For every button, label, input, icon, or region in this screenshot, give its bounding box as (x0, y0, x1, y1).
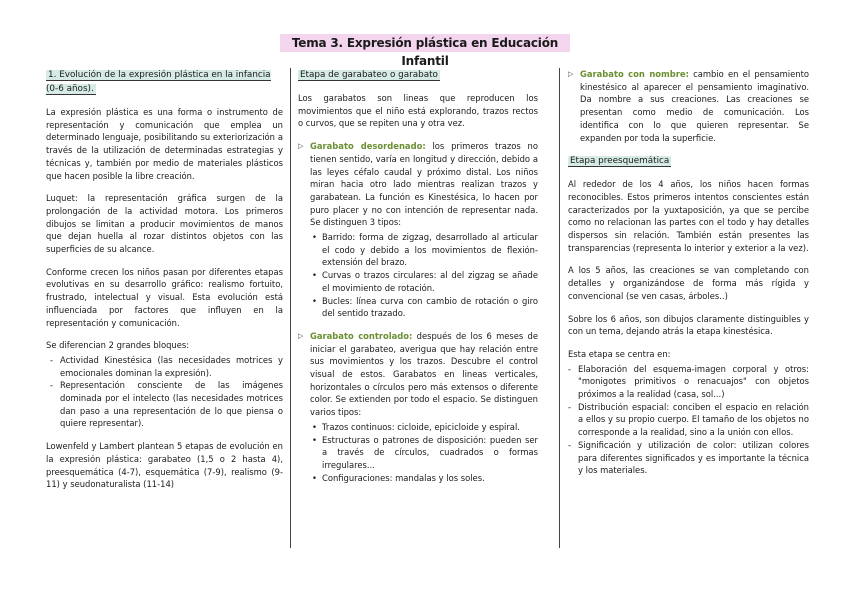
list-item: • Curvas o trazos circulares: al del zigzag se añade el movimiento de rotación. (312, 270, 538, 293)
page-title: Tema 3. Expresión plástica en Educación Infantil (280, 34, 570, 52)
stage-garabato-controlado (298, 330, 538, 484)
list-item: - Representación consciente de las imágenes dominada por el intelecto (las necesidades motrices dan paso a una representación de lo que piensa o quiere representar). (50, 380, 283, 429)
stage-label: Garabato desordenado: (310, 141, 426, 152)
list-item: • Estructuras o patrones de disposición: pueden ser a través de círculos, cuadrados o formas irregulares... (312, 434, 538, 470)
section-heading (46, 68, 283, 96)
dash-bullet: - (50, 354, 54, 365)
stage-label: Garabato con nombre: (580, 69, 689, 79)
focus-list (568, 363, 809, 477)
paragraph: Sobre los 6 años, son dibujos claramente distinguibles y con un tema, dejando atrás la etapa kinestésica. (568, 313, 809, 337)
dot-bullet: • (312, 421, 317, 432)
paragraph: La expresión plástica es una forma o instrumento de representación y comunicación que emplea un determinado lenguaje, posibilitando su exteriorización a través de la utilización de determinadas estrategias y técnicas y, también por medio de materiales plásticos que hacen posible la libre creación. (46, 107, 283, 181)
paragraph: A los 5 años, las creaciones se van completando con detalles y organizándose de forma más rígida y convencional (se ven casas, árboles..) (568, 265, 809, 301)
stage-text: los primeros trazos no tienen sentido, varía en longitud y dirección, debido a las leyes céfalo caudal y próximo distal. Los niños miran hacia otro lado mientras realizan trazos y garabatean. La función es Kinestésica, lo hacen por puro placer y no con intención de representar nada. Se distinguen 3 tipos: (310, 141, 538, 228)
dot-bullet: • (312, 472, 317, 483)
heading-garabateo: Etapa de garabateo o garabato (300, 70, 438, 80)
stage-garabato-con-nombre (568, 68, 809, 144)
blocks-list (46, 354, 283, 430)
paragraph: Lowenfeld y Lambert plantean 5 etapas de evolución en la expresión plástica: garabateo (1,5 o 2 hasta 4), preesquemática (4-7), esquemática (7-9), realismo (9-11) y seudonaturalista (11-14) (46, 441, 283, 490)
paragraph: Luquet: la representación gráfica surgen de la prolongación de la actividad motora. Los primeros dibujos se limitan a producir movimientos de manos que dejan huella al rozar distintos objetos con las superficies de su alcance. (46, 193, 283, 255)
dash-bullet: - (568, 401, 572, 412)
list-item: - Actividad Kinestésica (las necesidades motrices y emocionales dominan la expresión). (50, 354, 283, 378)
arrow-bullet-icon: ▷ (568, 70, 574, 78)
dot-bullet: • (312, 270, 317, 281)
types-list (310, 421, 538, 485)
stage-garabato-desordenado (298, 140, 538, 320)
paragraph: Al rededor de los 4 años, los niños hacen formas reconocibles. Estos primeros intentos conscientes están caracterizados por la yuxtaposición, ya que se percibe como no relacionan las partes con el todo y hay detalles dispersos sin relación. También están presentes las transparencias (representa lo interior y exterior a la vez). (568, 179, 809, 253)
dot-bullet: • (312, 232, 317, 243)
dash-bullet: - (50, 380, 54, 391)
list-item: • Trazos continuos: cicloide, epicicloide y espiral. (312, 421, 520, 432)
list-item: - Distribución espacial: conciben el espacio en relación a ellos y su propio cuerpo. El tamaño de los objetos no corresponde a la realidad, sino a la unión con ellos. (568, 401, 809, 438)
types-list (310, 231, 538, 320)
paragraph: Se diferencian 2 grandes bloques: (46, 340, 190, 351)
heading-evolucion: 1. Evolución de la expresión plástica en la infancia (0-6 años). (46, 70, 271, 94)
paragraph: Esta etapa se centra en: (568, 348, 671, 359)
list-item: • Barrido: forma de zigzag, desarrollado al articular el codo y debido a los movimientos de flexión-extensión del brazo. (312, 232, 538, 268)
column-divider (559, 68, 560, 548)
dash-bullet: - (568, 439, 572, 450)
column-2 (298, 68, 538, 494)
list-item: • Configuraciones: mandalas y los soles. (312, 472, 485, 483)
list-item: - Significación y utilización de color: utilizan colores para diferentes significados y es importante la técnica y los materiales. (568, 439, 809, 476)
column-divider (290, 68, 291, 548)
column-3 (568, 68, 809, 487)
dot-bullet: • (312, 295, 317, 306)
stage-label: Garabato controlado: (310, 330, 413, 341)
list-item: • Bucles: línea curva con cambio de rotación o giro del sentido trazado. (312, 295, 538, 319)
list-item: - Elaboración del esquema-imagen corporal y otros: "monigotes primitivos o renacuajos" con objetos próximos a la realidad (casa, sol...) (568, 363, 809, 400)
paragraph: Los garabatos son lineas que reproducen los movimientos que el niño está explorando, trazos rectos o curvos, que se repiten una y otra vez. (298, 93, 538, 129)
heading-preesquematica: Etapa preesquemática (570, 156, 670, 167)
arrow-bullet-icon: ▷ (298, 331, 304, 340)
stage-text: después de los 6 meses de iniciar el garabateo, averigua que hay relación entre sus movimientos y los trazos. Descubre el control visual de estos. Garabatos en lineas verticales, horizontales o círculos pero más extensos o diferente color. Se extienden por todo el espacio. Se distinguen varios tipos: (310, 330, 538, 418)
column-1 (46, 68, 283, 501)
dash-bullet: - (568, 363, 572, 374)
section-heading (298, 68, 538, 82)
dot-bullet: • (312, 434, 317, 445)
arrow-bullet-icon: ▷ (298, 142, 304, 151)
stage-text: cambio en el pensamiento kinestésico al aparecer el pensamiento imaginativo. Da nombre a sus creaciones. Las creaciones se presentan como medio de comunicación. Los identifica con lo que quieren representar. Se expanden por toda la superficie. (580, 69, 809, 143)
paragraph: Conforme crecen los niños pasan por diferentes etapas evolutivas en su desarrollo gráfico: realismo fortuito, frustrado, intelectual y visual. Esta evolución está influenciada por factores que influyen en la representación y comunicación. (46, 266, 283, 328)
section-heading (568, 154, 809, 168)
